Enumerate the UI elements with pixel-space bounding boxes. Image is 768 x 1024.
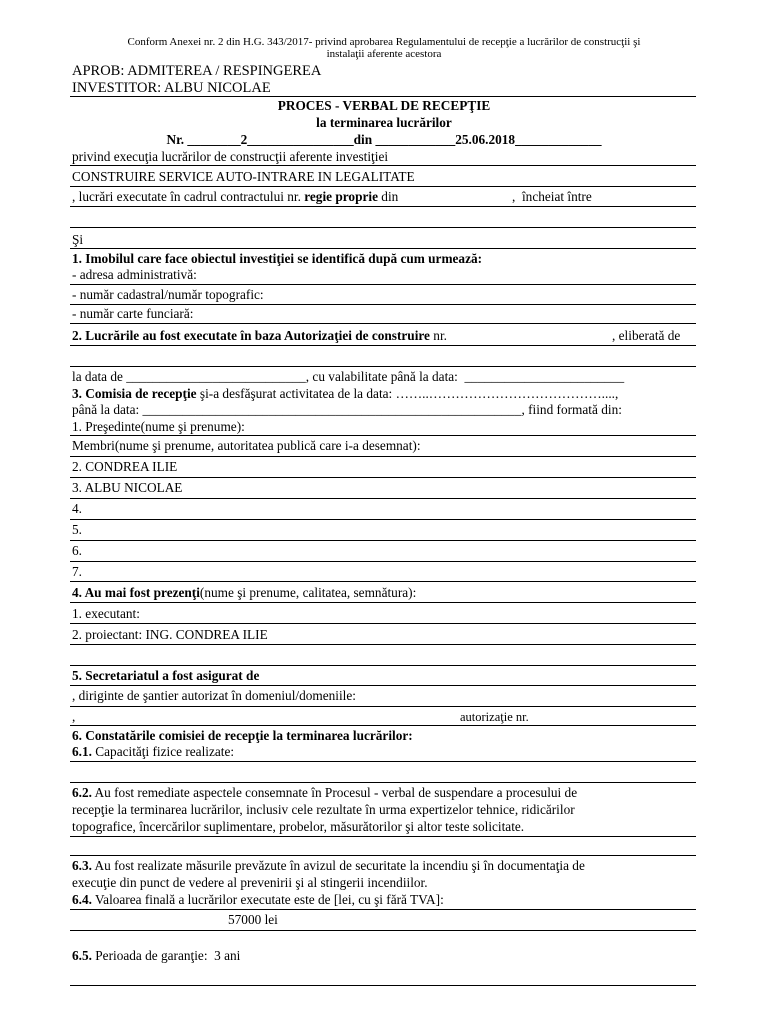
members-label: Membri(nume şi prenume, autoritatea publică care i-a desemnat): (72, 438, 421, 453)
divider (70, 345, 696, 346)
member-4: 4. (72, 501, 82, 516)
divider (70, 366, 696, 367)
designer-label: 2. proiectant: ING. CONDREA ILIE (72, 627, 268, 642)
final-value-label: Valoarea finală a lucrărilor executate este de [lei, cu şi fără TVA]: (91, 892, 444, 907)
commission-until-line: până la data: _________________________________________________________, fiind formată din: (72, 402, 622, 417)
divider (70, 248, 696, 249)
section-1-title: 1. Imobilul care face obiectul investiţiei se identifică după cum urmează: (72, 251, 483, 266)
divider (70, 186, 696, 187)
divider (70, 930, 696, 931)
section-4-line (72, 585, 416, 601)
issued-by-label: , eliberată de (612, 328, 681, 343)
section-6-5-line (72, 948, 240, 964)
divider (70, 725, 696, 726)
admin-address-label: - adresa administrativă: (72, 267, 197, 282)
header-note-line-1: Conform Anexei nr. 2 din H.G. 343/2017- privind aprobarea Regulamentului de recepţie a lucrărilor de construcţii şi (127, 36, 641, 48)
approval-line: APROB: ADMITEREA / RESPINGEREA (72, 63, 322, 79)
divider (70, 284, 696, 285)
divider (70, 435, 696, 436)
section-4-title: 4. Au mai fost prezenţi (72, 585, 200, 600)
document-subtitle: la terminarea lucrărilor (316, 115, 452, 130)
contract-concluded: , încheiat între (512, 189, 592, 204)
member-3: 3. ALBU NICOLAE (72, 480, 183, 495)
divider (70, 685, 696, 686)
divider (70, 909, 696, 910)
divider (70, 498, 696, 499)
investor-line: INVESTITOR: ALBU NICOLAE (72, 80, 271, 96)
divider (70, 540, 696, 541)
contractor-label: 1. executant: (72, 606, 140, 621)
divider (70, 165, 696, 166)
divider (70, 985, 696, 986)
section-6-3-text: Au fost realizate măsurile prevăzute în avizul de securitate la incendiu şi în documentaţia de (91, 858, 585, 873)
divider (70, 665, 696, 666)
section-6-2-line-3: topografice, încercărilor suplimentare, probelor, măsurătorilor şi altor teste solicitate. (72, 819, 525, 834)
section-6-2-text: Au fost remediate aspectele consemnate în Procesul - verbal de suspendare a procesului de (91, 785, 578, 800)
member-6: 6. (72, 543, 82, 558)
section-6-4-line (72, 892, 444, 908)
divider (70, 323, 696, 324)
final-value: 57000 lei (228, 912, 278, 927)
contract-text: , lucrări executate în cadrul contractului nr. (72, 189, 301, 204)
divider (70, 561, 696, 562)
and-label: Şi (72, 232, 84, 247)
divider (70, 519, 696, 520)
section-5-title: 5. Secretariatul a fost asigurat de (72, 668, 260, 683)
document-title: PROCES - VERBAL DE RECEPŢIE (277, 98, 491, 113)
physical-capacities-label: Capacităţi fizice realizate: (91, 744, 235, 759)
divider (70, 304, 696, 305)
divider (70, 602, 696, 603)
section-3-title: 3. Comisia de recepţie (72, 386, 197, 401)
authorization-date-line: la data de ___________________________, cu valabilitate până la data: ________________________ (72, 369, 625, 384)
divider (70, 644, 696, 645)
land-book-label: - număr carte funciară: (72, 306, 194, 321)
section-6-title: 6. Constatările comisiei de recepţie la terminarea lucrărilor: (72, 728, 413, 743)
section-6-2-line-2: recepţie la terminarea lucrărilor, inclusiv cele rezultate în urma expertizelor tehnice, ridicărilor (72, 802, 575, 817)
header-note-line-2: instalaţii aferente acestora (326, 48, 442, 60)
section-6-1-number: 6.1. (72, 744, 92, 759)
contract-line (72, 189, 398, 205)
section-6-1-line (72, 744, 234, 760)
site-manager-line: , diriginte de şantier autorizat în domeniul/domeniile: (72, 688, 356, 703)
president-label: 1. Preşedinte(nume şi prenume): (72, 419, 245, 434)
divider (70, 456, 696, 457)
divider (70, 206, 696, 207)
authorization-label: autorizaţie nr. (460, 710, 529, 724)
secretariat-comma: , (72, 709, 76, 724)
section-6-5-number: 6.5. (72, 948, 92, 963)
investment-name: CONSTRUIRE SERVICE AUTO-INTRARE IN LEGALITATE (72, 169, 415, 184)
section-6-2-number: 6.2. (72, 785, 92, 800)
divider (70, 623, 696, 624)
member-5: 5. (72, 522, 82, 537)
member-7: 7. (72, 564, 82, 579)
section-6-4-number: 6.4. (72, 892, 92, 907)
section-6-2-line-1 (72, 785, 577, 801)
section-2-title: 2. Lucrările au fost executate în baza Autorizaţiei de construire (72, 328, 430, 343)
divider (70, 477, 696, 478)
investment-intro: privind execuţia lucrărilor de construcţii aferente investiţiei (72, 149, 389, 164)
section-6-3-line-2: execuţie din punct de vedere al prevenirii şi al stingerii incendiilor. (72, 875, 428, 890)
divider (70, 782, 696, 783)
divider (70, 227, 696, 228)
cadastral-number-label: - număr cadastral/număr topografic: (72, 287, 264, 302)
contract-type: regie proprie (304, 189, 378, 204)
authorization-number-label: nr. (429, 328, 447, 343)
divider (70, 581, 696, 582)
divider (70, 96, 696, 97)
number-date-line: Nr. ________2________________din ____________25.06.2018_____________ (166, 132, 602, 147)
section-3-line (72, 386, 618, 402)
divider (70, 706, 696, 707)
warranty-period: Perioada de garanţie: 3 ani (91, 948, 241, 963)
section-6-3-number: 6.3. (72, 858, 92, 873)
section-6-3-line-1 (72, 858, 585, 874)
section-4-text: (nume şi prenume, calitatea, semnătura): (199, 585, 417, 600)
divider (70, 855, 696, 856)
divider (70, 761, 696, 762)
member-2: 2. CONDREA ILIE (72, 459, 178, 474)
contract-from: din (381, 189, 399, 204)
divider (70, 836, 696, 837)
section-3-text: şi-a desfăşurat activitatea de la data: ……..…………………………………...., (196, 386, 619, 401)
section-2-line (72, 328, 447, 344)
